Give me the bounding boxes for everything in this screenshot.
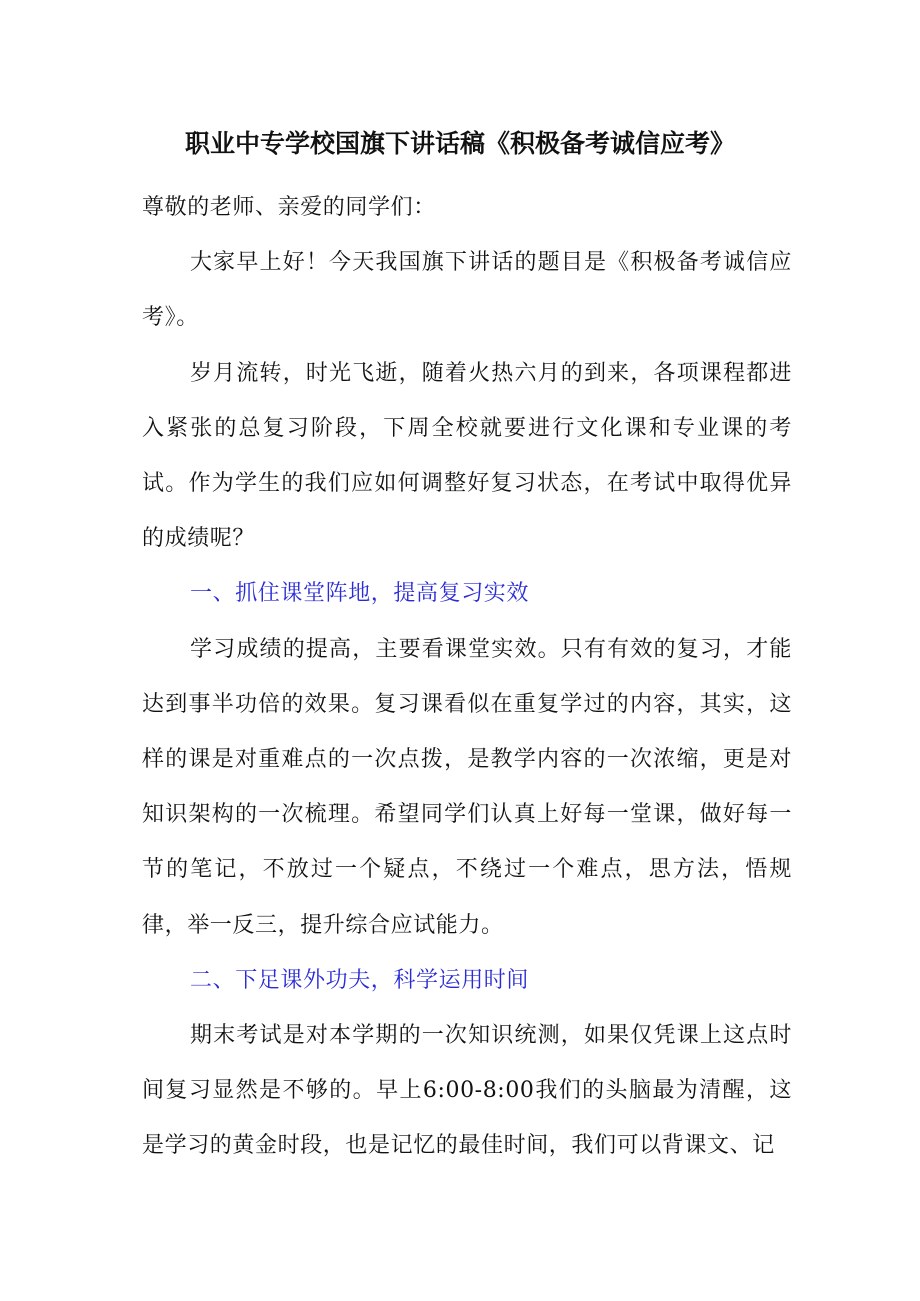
document-body (142, 180, 792, 1174)
salutation: 尊敬的老师、亲爱的同学们： (142, 195, 436, 220)
paragraph-classroom: 学习成绩的提高，主要看课堂实效。只有有效的复习，才能达到事半功倍的效果。复习课看似在重复学过的内容，其实，这样的课是对重难点的一次点拨，是教学内容的一次浓缩，更是对知识架构的一次梳理。希望同学们认真上好每一堂课，做好每一节的笔记，不放过一个疑点，不绕过一个难点，思方法，悟规律，举一反三，提升综合应试能力。 (142, 636, 792, 938)
section-heading-1: 一、抓住课堂阵地，提高复习实效 (190, 581, 530, 607)
paragraph-greeting: 大家早上好！今天我国旗下讲话的题目是《积极备考诚信应考》。 (142, 250, 792, 331)
paragraph-time: 期末考试是对本学期的一次知识统测，如果仅凭课上这点时间复习显然是不够的。早上6:00-8:00我们的头脑最为清醒，这是学习的黄金时段，也是记忆的最佳时间，我们可以背课文、记 (142, 1023, 792, 1159)
paragraph-intro: 岁月流转，时光飞逝，随着火热六月的到来，各项课程都进入紧张的总复习阶段，下周全校就要进行文化课和专业课的考试。作为学生的我们应如何调整好复习状态，在考试中取得优异的成绩呢？ (142, 360, 792, 552)
section-heading-2: 二、下足课外功夫，科学运用时间 (190, 967, 530, 993)
document-title: 职业中专学校国旗下讲话稿《积极备考诚信应考》 (184, 129, 735, 158)
